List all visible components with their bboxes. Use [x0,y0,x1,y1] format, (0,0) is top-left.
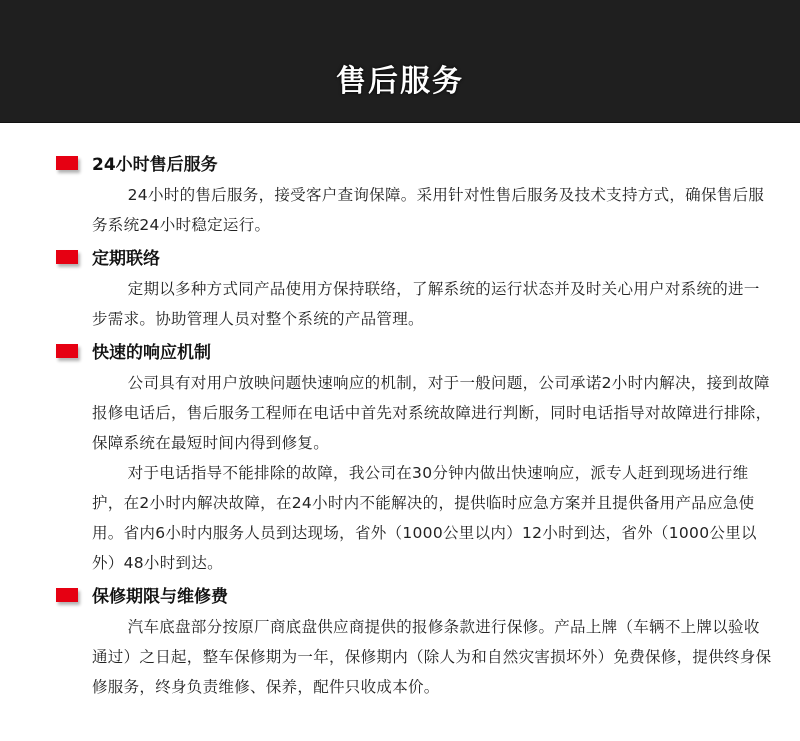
section-heading: 快速的响应机制 [92,343,211,363]
section-24h-service [0,150,800,240]
section-paragraph: 对于电话指导不能排除的故障，我公司在30分钟内做出快速响应，派专人赶到现场进行维护，在2小时内解决故障，在24小时内不能解决的，提供临时应急方案并且提供备用产品应急使用。省内6小时内服务人员到达现场，省外（1000公里以内）12小时到达，省外（1000公里以外）48小时到达。 [92,464,757,572]
section-warranty [0,582,800,702]
section-paragraph: 汽车底盘部分按原厂商底盘供应商提供的报修条款进行保修。产品上牌（车辆不上牌以验收通过）之日起，整车保修期为一年，保修期内（除人为和自然灾害损坏外）免费保修，提供终身保修服务，终身负责维修、保养，配件只收成本价。 [92,618,772,696]
section-heading: 24小时售后服务 [92,155,218,175]
section-paragraph: 公司具有对用户放映问题快速响应的机制，对于一般问题，公司承诺2小时内解决，接到故障报修电话后，售后服务工程师在电话中首先对系统故障进行判断，同时电话指导对故障进行排除，保障系统在最短时间内得到修复。 [92,374,772,452]
page-header [0,0,800,123]
red-square-icon [56,588,78,602]
section-rapid-response [0,338,800,578]
section-heading: 定期联络 [92,249,160,269]
red-square-icon [56,250,78,264]
red-square-icon [56,156,78,170]
content [0,150,800,702]
section-regular-contact [0,244,800,334]
section-heading: 保修期限与维修费 [92,587,228,607]
section-paragraph: 定期以多种方式同产品使用方保持联络，了解系统的运行状态并及时关心用户对系统的进一步需求。协助管理人员对整个系统的产品管理。 [92,280,760,328]
page-title: 售后服务 [336,64,464,99]
red-square-icon [56,344,78,358]
section-paragraph: 24小时的售后服务，接受客户查询保障。采用针对性售后服务及技术支持方式，确保售后服务系统24小时稳定运行。 [92,186,765,234]
